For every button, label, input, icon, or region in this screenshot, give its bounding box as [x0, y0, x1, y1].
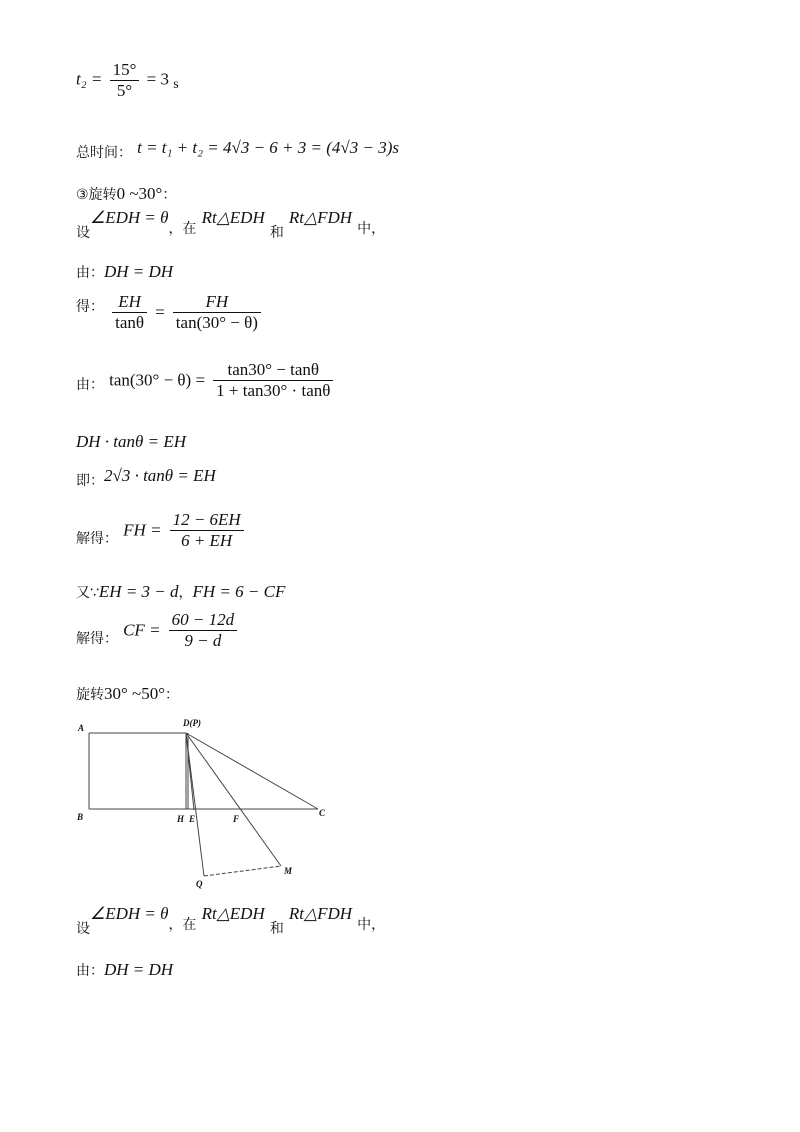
segment-dq-inner [186, 733, 194, 810]
jie-2-line [76, 610, 240, 651]
t2-line [76, 60, 179, 101]
label-c: C [319, 808, 326, 818]
set-2-tri1: Rt△EDH [201, 904, 265, 923]
set-1-pre: 设 [76, 225, 90, 241]
segment-dc [186, 733, 318, 809]
label-a: A [78, 723, 85, 733]
rotation-2-heading [76, 684, 179, 704]
set-1-post: 中， [357, 221, 386, 237]
set-2-line [76, 904, 386, 937]
you-2-denominator: 1 + tan30° · tanθ [216, 381, 331, 400]
you-4-line [76, 960, 173, 980]
rotation-1-label: ③旋转 [76, 187, 117, 203]
set-1-tri2: Rt△FDH [288, 208, 353, 227]
jie-1-line [76, 510, 247, 551]
jie-2-fraction [169, 610, 237, 651]
de-line [76, 292, 264, 333]
de-denominator-1: tanθ [115, 313, 145, 332]
you-3-expr-1: EH = 3 − d [98, 582, 179, 601]
rotation-2-range: 30° ~50° [104, 684, 166, 703]
jie-1-denominator: 6 + EH [181, 531, 233, 550]
jie-1-fraction [170, 510, 244, 551]
rotation-2-label: 旋转 [76, 687, 104, 703]
rotation-1-range: 0 ~30° [116, 184, 163, 203]
t2-unit: s [173, 77, 179, 93]
set-1-mid2: 和 [269, 225, 284, 241]
label-b: B [77, 812, 84, 822]
set-2-tri2: Rt△FDH [288, 904, 353, 923]
label-q: Q [196, 879, 203, 889]
set-1-line [76, 208, 386, 241]
segment-dm [186, 733, 281, 866]
set-2-post: 中， [357, 917, 386, 933]
you-3-sep: ， [178, 585, 193, 601]
jie-2-label: 解得： [76, 631, 118, 647]
t2-fraction [110, 60, 140, 101]
label-h: H [177, 814, 185, 824]
you-3-label: 又∵ [76, 585, 99, 601]
t2-numerator: 15° [110, 60, 140, 81]
you-2-label: 由： [76, 377, 104, 393]
set-2-pre: 设 [76, 921, 90, 937]
de-equals: = [155, 302, 165, 322]
you-1-line [76, 262, 173, 282]
label-m: M [284, 866, 293, 876]
set-2-angle: ∠EDH = θ [90, 904, 169, 923]
total-time-label: 总时间： [76, 145, 132, 161]
jie-2-denominator: 9 − d [184, 631, 222, 650]
set-1-tri1: Rt△EDH [201, 208, 265, 227]
total-time-expr: t = t₁ + t₂ = 4√3 − 6 + 3 = (4√3 − 3)s [137, 138, 399, 157]
label-e: E [189, 814, 196, 824]
you-2-lhs: tan(30° − θ) = [109, 370, 206, 390]
you-1-expr: DH = DH [104, 262, 174, 281]
set-2-mid1: ，在 [168, 917, 197, 933]
set-2-mid2: 和 [269, 921, 284, 937]
you-3-line [76, 582, 285, 602]
dh-line [76, 432, 186, 452]
jie-1-lhs: FH = [123, 520, 162, 540]
jie-1-numerator: 12 − 6EH [170, 510, 244, 531]
rotation-1-colon: ： [162, 187, 177, 203]
de-numerator-1: EH [112, 292, 147, 313]
segment-dq [186, 733, 204, 876]
you-4-expr: DH = DH [104, 960, 174, 979]
set-1-mid1: ，在 [168, 221, 197, 237]
you-1-label: 由： [76, 265, 104, 281]
you-3-expr-2: FH = 6 − CF [192, 582, 286, 601]
de-numerator-2: FH [173, 292, 261, 313]
you-2-line [76, 360, 336, 401]
dh-expr: DH · tanθ = EH [76, 432, 187, 451]
rotation-1-heading [76, 184, 176, 204]
de-denominator-2: tan(30° − θ) [175, 313, 258, 332]
de-fraction-2 [173, 292, 261, 333]
de-fraction-1 [112, 292, 147, 333]
segment-qm [204, 866, 281, 876]
jie-2-numerator: 60 − 12d [169, 610, 237, 631]
jie-1-label: 解得： [76, 531, 118, 547]
you-2-numerator: tan30° − tanθ [213, 360, 333, 381]
rotation-2-colon: ： [165, 687, 180, 703]
you-2-fraction [213, 360, 333, 401]
label-d: D(P) [183, 718, 201, 728]
label-f: F [233, 814, 240, 824]
t2-denominator: 5° [116, 81, 133, 100]
set-1-angle: ∠EDH = θ [90, 208, 169, 227]
jie-2-lhs: CF = [123, 620, 161, 640]
de-label: 得： [76, 299, 104, 315]
t2-equals: = 3 [146, 69, 170, 89]
ji-line [76, 466, 216, 489]
you-4-label: 由： [76, 963, 104, 979]
total-time-line [76, 138, 399, 161]
ji-expr: 2√3 · tanθ = EH [104, 466, 216, 485]
t2-lhs: t₂ = [76, 69, 103, 89]
ji-label: 即： [76, 473, 104, 489]
